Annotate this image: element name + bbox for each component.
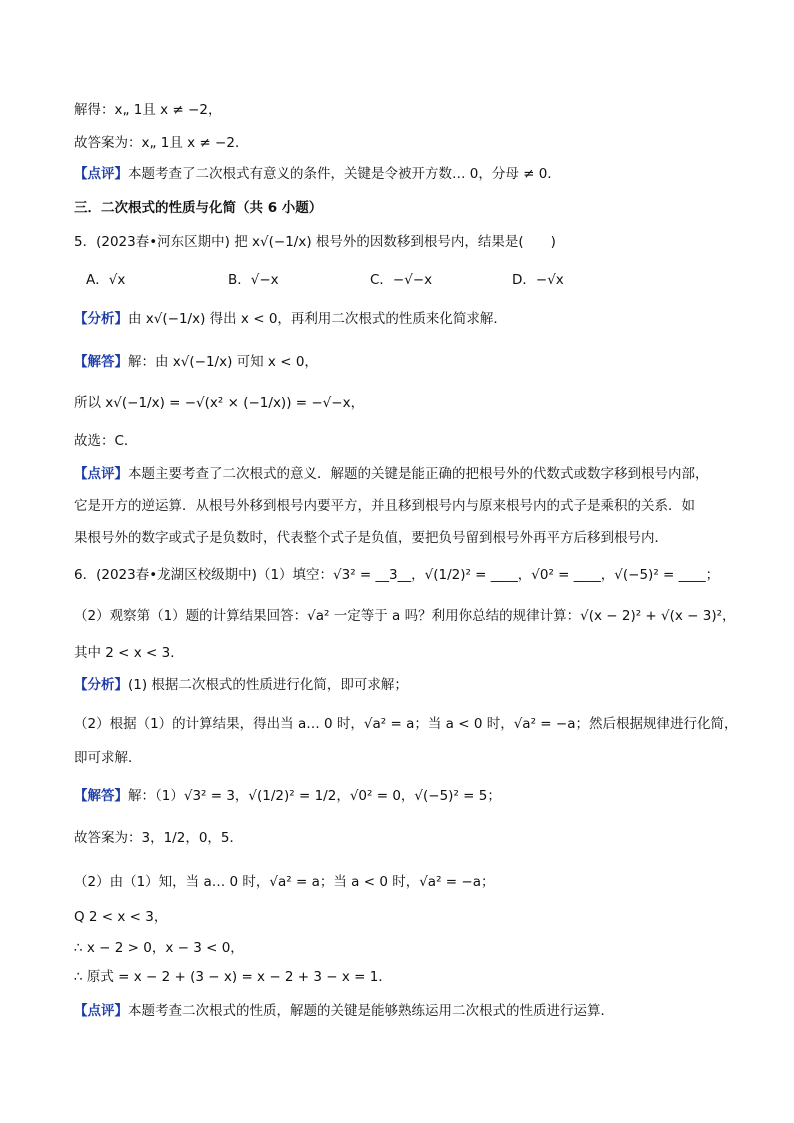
solution-step: ∴ 原式 = x − 2 + (3 − x) = x − 2 + 3 − x = 1．	[74, 969, 392, 985]
option-c: C．−√−x	[370, 272, 433, 288]
solution-text: 解：由 x√(−1/x) 可知 x < 0，	[128, 354, 318, 370]
analysis-line	[74, 675, 754, 695]
comment-text: 本题考查二次根式的性质，解题的关键是能够熟练运用二次根式的性质进行运算．	[128, 1003, 614, 1019]
section-heading: 三．二次根式的性质与化简（共 6 小题）	[74, 200, 323, 216]
comment-line	[74, 164, 754, 184]
solution-line	[74, 352, 754, 372]
solution-step: ∴ x − 2 > 0，x − 3 < 0，	[74, 940, 244, 956]
solution-tag: 【解答】	[74, 788, 128, 804]
comment-text: 本题考查了二次根式有意义的条件，关键是令被开方数… 0，分母 ≠ 0．	[128, 166, 561, 182]
option-a: A．√x	[86, 272, 126, 288]
question-5-options	[86, 270, 754, 290]
option-b: B．√−x	[228, 272, 279, 288]
analysis-continued: （2）根据（1）的计算结果，得出当 a… 0 时，√a² = a；当 a < 0 时，√a² = −a；然后根据规律进行化简，	[74, 716, 738, 732]
comment-tag: 【点评】	[74, 1003, 128, 1019]
option-d: D．−√x	[512, 272, 564, 288]
analysis-text: (1) 根据二次根式的性质进行化简，即可求解；	[128, 677, 408, 693]
solution-answer: 故答案为：3，1/2，0，5．	[74, 830, 243, 846]
analysis-tag: 【分析】	[74, 677, 128, 693]
question-6: 6．(2023春•龙湖区校级期中)（1）填空：√3² = __3__，√(1/2)² = ____，√0² = ____，√(−5)² = ____；	[74, 567, 720, 583]
analysis-continued: 即可求解．	[74, 750, 142, 766]
comment-continued: 它是开方的逆运算．从根号外移到根号内要平方，并且移到根号内与原来根号内的式子是乘积的关系．如	[74, 498, 695, 514]
comment-tag: 【点评】	[74, 166, 128, 182]
comment-line	[74, 1001, 754, 1021]
text-line: 解得：x„ 1且 x ≠ −2，	[74, 102, 222, 118]
question-6-part-2: （2）观察第（1）题的计算结果回答：√a² 一定等于 a 吗？利用你总结的规律计算：√(x − 2)² + √(x − 3)²，	[74, 608, 736, 624]
solution-step: （2）由（1）知，当 a… 0 时，√a² = a；当 a < 0 时，√a² = −a；	[74, 874, 495, 890]
solution-line	[74, 786, 754, 806]
text-line: 故答案为：x„ 1且 x ≠ −2．	[74, 135, 249, 151]
comment-tag: 【点评】	[74, 466, 128, 482]
question-5: 5．(2023春•河东区期中) 把 x√(−1/x) 根号外的因数移到根号内，结果是( )	[74, 234, 556, 250]
solution-step: 所以 x√(−1/x) = −√(x² × (−1/x)) = −√−x，	[74, 395, 365, 411]
solution-tag: 【解答】	[74, 354, 128, 370]
question-6-condition: 其中 2 < x < 3．	[74, 645, 184, 661]
analysis-tag: 【分析】	[74, 311, 128, 327]
analysis-text: 由 x√(−1/x) 得出 x < 0，再利用二次根式的性质来化简求解．	[128, 311, 507, 327]
comment-line	[74, 464, 754, 484]
solution-answer: 故选：C．	[74, 433, 138, 449]
comment-text: 本题主要考查了二次根式的意义．解题的关键是能正确的把根号外的代数式或数字移到根号内部，	[128, 466, 709, 482]
analysis-line	[74, 309, 754, 329]
solution-step: Q 2 < x < 3，	[74, 909, 168, 925]
comment-continued: 果根号外的数字或式子是负数时，代表整个式子是负值，要把负号留到根号外再平方后移到根号内．	[74, 530, 668, 546]
solution-text: 解：（1）√3² = 3，√(1/2)² = 1/2，√0² = 0，√(−5)² = 5；	[128, 788, 501, 804]
